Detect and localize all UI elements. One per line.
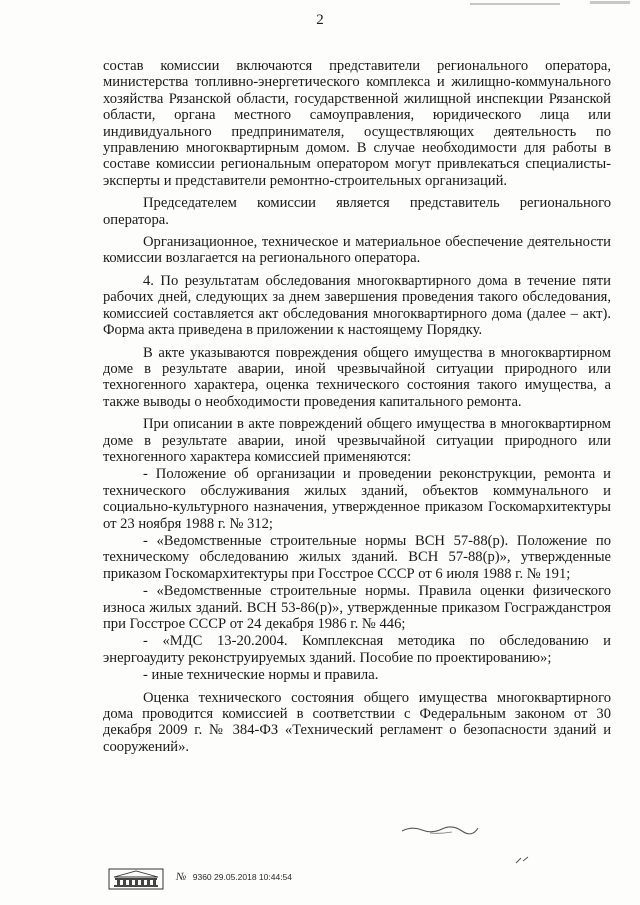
numero-sign: №	[176, 871, 187, 883]
signature-mark	[400, 822, 480, 836]
page-number: 2	[316, 12, 324, 28]
document-body	[103, 58, 611, 761]
list-item: - иные технические нормы и правила.	[143, 667, 379, 684]
list-item: - «МДС 13-20.2004. Комплексная методика по обследованию и энергоаудиту реконструируемых зданий. Пособие по проектированию»;	[103, 633, 611, 666]
list-item: - «Ведомственные строительные нормы ВСН 57-88(р). Положение по техническому обследованию жилых зданий. ВСН 57-88(р)», утвержденные приказом Госкомархитектуры при Госстрое СССР от 6 июля 1988 г. № 191;	[103, 532, 611, 582]
paragraph: Оценка технического состояния общего имущества многоквартирного дома проводится комиссией в соответствии с Федеральным законом от 30 декабря 2009 г. № 384-ФЗ «Технический регламент о безопасности зданий и сооружений».	[103, 689, 611, 755]
paragraph: 4. По результатам обследования многоквартирного дома в течение пяти рабочих дней, следующих за днем завершения проведения такого обследования, комиссией составляется акт обследования многоквартирного дома (далее – акт). Форма акта приведена в приложении к настоящему Порядку.	[103, 272, 611, 339]
scan-artifact	[515, 855, 529, 865]
scan-artifact	[590, 1, 630, 4]
registration-stamp	[176, 871, 292, 883]
paragraph: Организационное, техническое и материальное обеспечение деятельности комиссии возлагается на регионального оператора.	[103, 234, 611, 267]
list-item: - «Ведомственные строительные нормы. Правила оценки физического износа жилых зданий. ВСН 53-86(р)», утвержденные приказом Госгражданстроя при Госстрое СССР от 24 декабря 1986 г. № 446;	[103, 583, 611, 632]
paragraph: состав комиссии включаются представители регионального оператора, министерства топливно-энергетического комплекса и жилищно-коммунального хозяйства Рязанской области, государственной жилищной инспекции Рязанской области, органа местного самоуправления, юридического лица или индивидуального предпринимателя, осуществляющих деятельность по управлению многоквартирным домом. В случае необходимости для работы в составе комиссии региональным оператором могут привлекаться специалисты-эксперты и представители ремонтно-строительных организаций.	[103, 58, 611, 189]
registration-info: 9360 29.05.2018 10:44:54	[192, 872, 293, 882]
government-building-icon	[108, 868, 164, 890]
scan-artifact	[470, 3, 560, 5]
paragraph: Председателем комиссии является представитель регионального оператора.	[103, 195, 611, 228]
paragraph: При описании в акте повреждений общего имущества в многоквартирном доме в результате аварии, иной чрезвычайной ситуации природного или техногенного характера комиссией применяются:	[103, 416, 611, 465]
paragraph: В акте указываются повреждения общего имущества в многоквартирном доме в результате аварии, иной чрезвычайной ситуации природного или техногенного характера, оценка технического состояния такого имущества, а также выводы о необходимости проведения капитального ремонта.	[103, 344, 611, 410]
list-item: - Положение об организации и проведении реконструкции, ремонта и технического обслуживания жилых зданий, объектов коммунального и социально-культурного назначения, утвержденное приказом Госкомархитектуры от 23 ноября 1988 г. № 312;	[103, 466, 611, 532]
